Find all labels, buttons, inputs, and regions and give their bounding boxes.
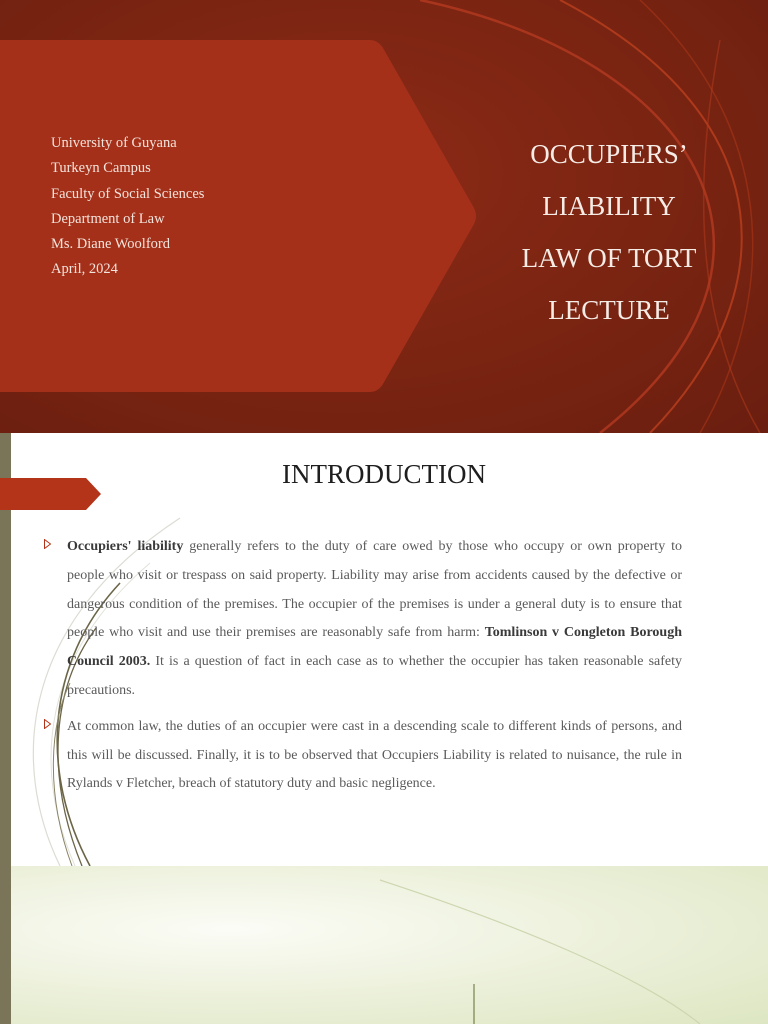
- info-line-university: University of Guyana: [51, 135, 177, 151]
- bullet-common-law: [44, 713, 682, 799]
- arrow-bullet-icon: [44, 539, 51, 549]
- presenter-info: [51, 131, 204, 283]
- info-line-lecturer: Ms. Diane Woolford: [51, 236, 170, 253]
- arrow-bullet-icon: [44, 719, 51, 729]
- text-segment: It is a question of fact in each case as to whether the occupier has taken reasonable safety precautions.: [67, 654, 682, 698]
- info-line-department: Department of Law: [51, 210, 165, 227]
- intro-bullet-list: [44, 533, 682, 806]
- decorative-lines: [0, 866, 768, 1024]
- text-segment: generally refers to the duty of care owed by those who occupy or own property to people who visit or trespass on said property. Liability may arise from accidents caused by the defective or dangerous condition of the premises. The occupier of the premises is under a general duty is to ensure that people who visit and use their premises are reasonably safe from harm:: [67, 539, 682, 641]
- title-line-3: LAW OF TORT: [521, 243, 697, 273]
- info-line-faculty: Faculty of Social Sciences: [51, 185, 205, 202]
- intro-heading: INTRODUCTION: [282, 459, 486, 489]
- title-slide: [0, 0, 768, 433]
- next-slide-partial: [0, 866, 768, 1024]
- introduction-slide: [0, 433, 768, 866]
- bullet-text: [67, 533, 682, 706]
- bullet-occupiers-liability: [44, 533, 682, 706]
- info-line-date: April, 2024: [51, 261, 118, 278]
- bold-term: Occupiers' liability: [67, 539, 184, 554]
- title-line-4: LECTURE: [548, 295, 670, 325]
- info-line-campus: Turkeyn Campus: [51, 160, 151, 177]
- bullet-text: At common law, the duties of an occupier were cast in a descending scale to different kinds of persons, and this will be discussed. Finally, it is to be observed that Occupiers Liability is related to nuisance, the rule in Rylands v Fletcher, breach of statutory duty and basic negligence.: [67, 718, 682, 792]
- case-citation: Tomlinson v Congleton Borough Council 2003.: [67, 625, 682, 670]
- title-line-2: LIABILITY: [542, 191, 676, 221]
- title-line-1: OCCUPIERS’: [530, 139, 688, 169]
- slide-title: [500, 128, 718, 336]
